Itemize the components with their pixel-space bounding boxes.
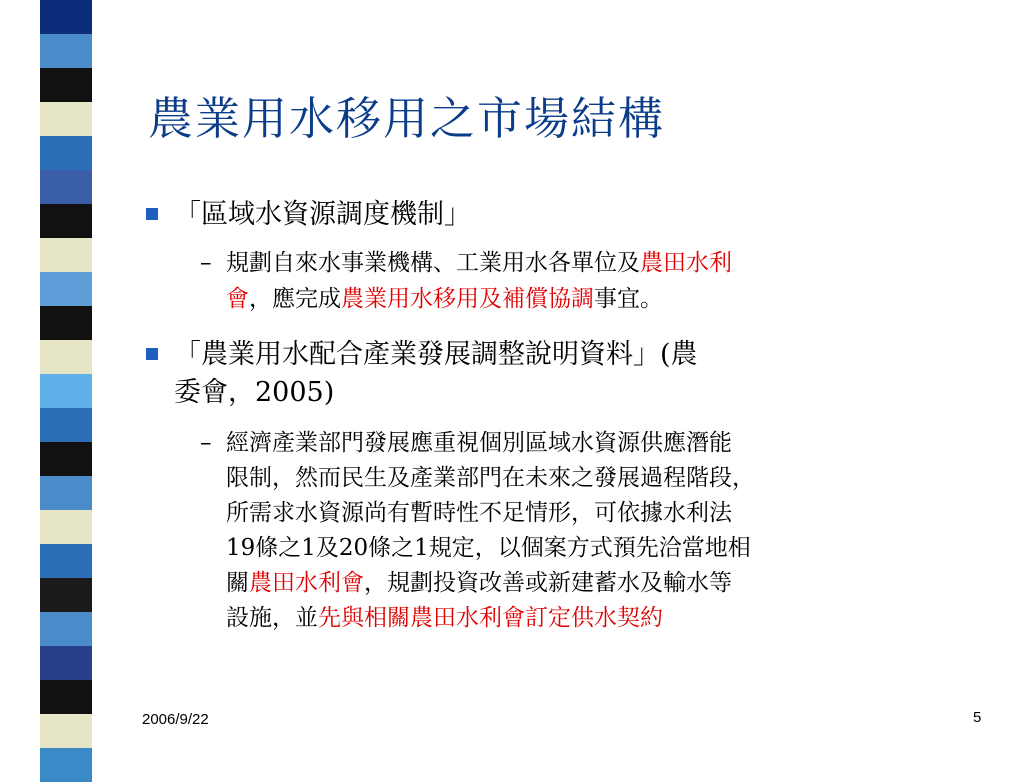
stripe-block xyxy=(40,408,92,442)
square-bullet-icon xyxy=(146,348,158,360)
stripe-block xyxy=(40,238,92,272)
sub-text: ，規劃投資改善或新建蓄水及輸水等 xyxy=(364,570,732,596)
stripe-block xyxy=(40,170,92,204)
highlight-text: 先與相關農田水利會訂定供水契約 xyxy=(318,605,663,631)
sub-text: 19條之1及20條之1規定，以個案方式預先洽當地相 xyxy=(226,535,751,561)
stripe-block xyxy=(40,204,92,238)
highlight-text: 農田水利 xyxy=(640,250,732,276)
stripe-block xyxy=(40,68,92,102)
sub-text: ，應完成 xyxy=(249,286,341,312)
stripe-block xyxy=(40,646,92,680)
stripe-block xyxy=(40,442,92,476)
bullet-1-text: 「區域水資源調度機制」 xyxy=(174,199,471,230)
stripe-block xyxy=(40,340,92,374)
sub-text: 規劃自來水事業機構、工業用水各單位及 xyxy=(226,250,640,276)
stripe-block xyxy=(40,272,92,306)
stripe-block xyxy=(40,34,92,68)
sub-text: 設施，並 xyxy=(226,605,318,631)
stripe-block xyxy=(40,374,92,408)
stripe-block xyxy=(40,136,92,170)
stripe-block xyxy=(40,306,92,340)
stripe-block xyxy=(40,102,92,136)
bullet-2-text-line-1: 「農業用水配合產業發展調整說明資料」(農 xyxy=(174,339,698,370)
stripe-block xyxy=(40,612,92,646)
slide-title: 農業用水移用之市場結構 xyxy=(148,92,666,145)
square-bullet-icon xyxy=(146,208,158,220)
sub-text: 限制，然而民生及產業部門在未來之發展過程階段， xyxy=(226,465,755,491)
bullet-2-text-line-2: 委會，2005) xyxy=(174,377,335,408)
decorative-stripe xyxy=(40,0,92,768)
stripe-block xyxy=(40,0,92,34)
page-number: 5 xyxy=(973,709,982,726)
highlight-text: 農業用水移用及補償協調 xyxy=(341,286,594,312)
highlight-text: 農田水利會 xyxy=(249,570,364,596)
sub-text: 經濟產業部門發展應重視個別區域水資源供應潛能 xyxy=(226,430,732,456)
highlight-text: 會 xyxy=(226,286,249,312)
sub-text: 事宜。 xyxy=(594,286,663,312)
dash-marker: – xyxy=(200,250,212,276)
stripe-block xyxy=(40,544,92,578)
stripe-block xyxy=(40,680,92,714)
footer-date: 2006/9/22 xyxy=(142,711,209,728)
stripe-block xyxy=(40,578,92,612)
stripe-block xyxy=(40,476,92,510)
stripe-block xyxy=(40,748,92,782)
dash-marker: – xyxy=(200,430,212,456)
stripe-block xyxy=(40,714,92,748)
stripe-block xyxy=(40,510,92,544)
sub-text: 關 xyxy=(226,570,249,596)
sub-text: 所需求水資源尚有暫時性不足情形，可依據水利法 xyxy=(226,500,732,526)
